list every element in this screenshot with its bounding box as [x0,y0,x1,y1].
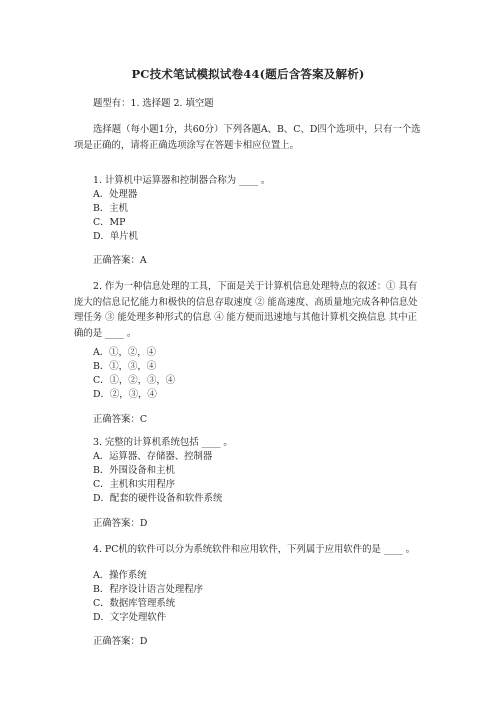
question-4-answer: 正确答案：D [93,636,148,647]
question-2-option-c: C．①，②，③，④ [93,375,176,386]
question-3-stem: 3. 完整的计算机系统包括 ____ 。 [93,437,233,448]
question-4-option-b: B．程序设计语言处理程序 [93,584,204,595]
page-title: PC技术笔试模拟试卷44(题后含答案及解析) [131,67,365,81]
question-1-answer: 正确答案：A [93,255,147,266]
question-2-stem: 2. 作为一种信息处理的工具，下面是关于计算机信息处理特点的叙述：① 具有庞大的信息记忆能力和极快的信息存取速度 ② 能高速度、高质量地完成各种信息处理任务 ③ 能处理多种形式的信息 ④ 能方便而迅速地与其他计算机交换信息 其中正确的是 ____ 。 [74,281,418,339]
question-1-option-c: C．MP [93,217,126,228]
question-1-option-b: B．主机 [93,203,129,214]
question-3-option-b: B．外围设备和主机 [93,465,175,476]
question-1-option-d: D．单片机 [93,231,139,242]
question-4-stem: 4. PC机的软件可以分为系统软件和应用软件，下列属于应用软件的是 ____ 。 [93,544,415,555]
question-2-option-d: D．②，③，④ [93,389,157,400]
question-types: 题型有：1. 选择题 2. 填空题 [93,98,214,109]
instructions: 选择题（每小题1分，共60分）下列各题A、B、C、D四个选项中，只有一个选项是正确的，请将正确选项涂写在答题卡相应位置上。 [74,124,421,151]
question-2-option-b: B．①，③，④ [93,361,157,372]
question-4-option-a: A．操作系统 [93,570,147,581]
question-3-option-c: C．主机和实用程序 [93,479,176,490]
question-3-answer: 正确答案：D [93,518,148,529]
question-1-option-a: A．处理器 [93,189,138,200]
question-1-stem: 1. 计算机中运算器和控制器合称为 ____ 。 [93,175,271,186]
question-3-option-d: D．配套的硬件设备和软件系统 [93,493,223,504]
question-4-option-c: C．数据库管理系统 [93,598,176,609]
question-4-option-d: D．文字处理软件 [93,612,167,623]
question-2-option-a: A．①，②，④ [93,347,157,358]
question-2-answer: 正确答案：C [93,414,148,425]
question-3-option-a: A．运算器、存储器、控制器 [93,451,213,462]
